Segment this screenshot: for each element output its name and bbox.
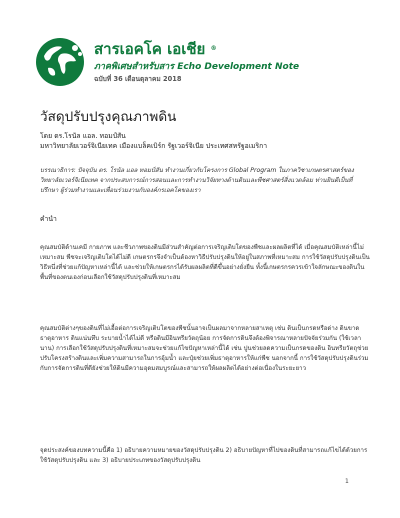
publication-name: ภาคพิเศษสำหรับสาร Echo Development Note (94, 62, 300, 72)
article-author: โดย ดร.โรนัล แอล. ทอมป์สัน (40, 132, 126, 140)
masthead (94, 40, 374, 84)
editor-note: บรรณาธิการ: ปัจจุบัน ดร. โรนัล แอล ทอมป์สัน ทำงานเกี่ยวกับโครงการ Global Program ในภาควิชาเกษตรศาสตร์ของวิทยาลัยเวอร์จิเนียเทค จากประสบการณ์การสอนและการทำงานวิจัยทางด้านดินและพืชศาสตร์สิ่งแวดล้อม ท่านยินดีเป็นที่ปรึกษา ผู้ร่วมทำงานและเพื่อนร่วมงานกับองค์กรเอคโคของเรา (40, 167, 354, 194)
issue-number: ฉบับที่ 36 เดือนตุลาคม 2018 (94, 75, 182, 83)
body-paragraph-2: คุณสมบัติต่างๆของดินที่ไม่เอื้อต่อการเจริญเติบโตของพืชนั้นอาจเป็นผลมาจากหลายสาเหตุ เช่น ดินเป็นกรดหรือด่าง ดินขาดธาตุอาหาร ดินแน่นทึบ ระบายน้ำได้ไม่ดี หรือดินมีอินทรียวัตถุน้อย การจัดการดินจึงต้องพิจารณาหลายปัจจัยร่วมกัน (ใช้เวลานาน) การเลือกใช้วัสดุปรับปรุงดินที่เหมาะสมจะช่วยแก้ไขปัญหาเหล่านี้ได้ เช่น ปูนช่วยลดความเป็นกรดของดิน อินทรียวัตถุช่วยปรับโครงสร้างดินและเพิ่มความสามารถในการอุ้มน้ำ และปุ๋ยช่วยเพิ่มธาตุอาหารให้แก่พืช นอกจากนี้ การใช้วัสดุปรับปรุงดินร่วมกับการจัดการดินที่ดียังช่วยให้ดินมีความอุดมสมบูรณ์และสามารถให้ผลผลิตได้อย่างต่อเนื่องในระยะยาว (40, 325, 369, 372)
section-heading-introduction: คำนำ (40, 215, 57, 223)
echo-globe-logo-icon (34, 36, 86, 88)
page-number: 1 (345, 478, 349, 485)
registered-mark: ® (210, 45, 217, 52)
author-affiliation: มหาวิทยาลัยเวอร์จิเนียเทค เมืองแบล็คเบิร์ก รัฐเวอร์จิเนีย ประเทศสหรัฐอเมริกา (40, 142, 268, 150)
body-paragraph-3: จุดประสงค์ของบทความนี้คือ 1) อธิบายความหมายของวัสดุปรับปรุงดิน 2) อธิบายปัญหาที่ไปของดินที่สามารถแก้ไขได้ด้วยการใช้วัสดุปรับปรุงดิน และ 3) อธิบายประเภทของวัสดุปรับปรุงดิน (40, 447, 368, 464)
org-name: สารเอคโค เอเชีย ® (94, 40, 217, 58)
newsletter-header (34, 36, 374, 100)
body-paragraph-1: คุณสมบัติด้านเคมี กายภาพ และชีวภาพของดินมีส่วนสำคัญต่อการเจริญเติบโตของพืชและผลผลิตที่ได้ เมื่อคุณสมบัติเหล่านี้ไม่เหมาะสม พืชจะเจริญเติบโตได้ไม่ดี เกษตรกรจึงจำเป็นต้องหาวิธีปรับปรุงดินให้อยู่ในสภาพที่เหมาะสม การใช้วัสดุปรับปรุงดินเป็นวิธีหนึ่งที่ช่วยแก้ปัญหาเหล่านี้ได้ และช่วยให้เกษตรกรได้รับผลผลิตที่ดีขึ้นอย่างยั่งยืน ทั้งนี้เกษตรกรควรเข้าใจลักษณะของดินในพื้นที่ของตนเองก่อนเลือกใช้วัสดุปรับปรุงดินที่เหมาะสม (40, 244, 370, 281)
article-title: วัสดุปรับปรุงคุณภาพดิน (40, 109, 177, 125)
